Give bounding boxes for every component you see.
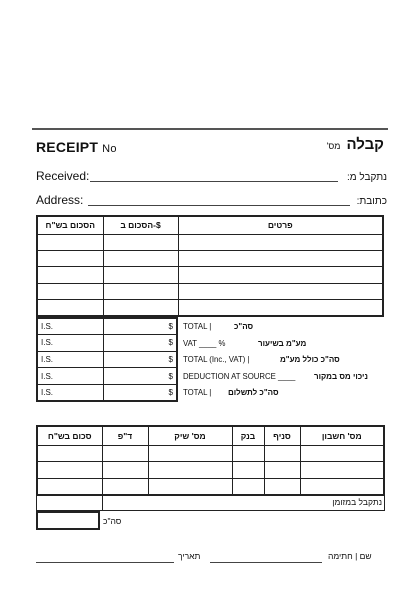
col-amount-usd: הסכום ב-$: [103, 216, 178, 234]
desc-he: ניכוי מס במקור: [314, 371, 368, 381]
summary-currency-usd: $: [103, 335, 177, 352]
summary-descriptions: [180, 319, 388, 402]
cash-received-row: [102, 493, 385, 511]
table-row: [37, 267, 383, 283]
cash-received-label: נתקבל במזומן: [332, 497, 382, 507]
summary-desc-deduction: [180, 369, 388, 386]
summary-row-total-inc-vat: [37, 351, 177, 368]
signature-line[interactable]: [210, 562, 322, 563]
summary-row-vat: [37, 335, 177, 352]
desc-en: DEDUCTION AT SOURCE ____: [183, 371, 296, 381]
summary-currency-usd: $: [103, 384, 177, 401]
col-details: פרטים: [178, 216, 383, 234]
table-row: [37, 445, 384, 462]
desc-en: TOTAL (Inc., VAT) |: [183, 355, 250, 365]
date-label: תאריך: [178, 551, 201, 561]
summary-currency-ils: I.S.: [37, 318, 103, 335]
col-bank: בנק: [232, 426, 264, 445]
desc-en: VAT ____ %: [183, 338, 226, 348]
desc-he: מע"מ בשיעור: [258, 338, 307, 348]
payment-table: [36, 425, 385, 496]
address-label-en: Address:: [36, 193, 84, 207]
summary-desc-total: [180, 319, 388, 336]
desc-he: סה"כ: [234, 322, 254, 331]
summary-currency-ils: I.S.: [37, 368, 103, 385]
desc-he: סה"כ כולל מע"מ: [280, 355, 340, 365]
table-row: [37, 462, 384, 479]
col-account-no: מס' חשבון: [300, 426, 384, 445]
cash-amount-cell[interactable]: [36, 493, 102, 511]
summary-desc-total-inc-vat: [180, 352, 388, 369]
summary-row-total: [37, 318, 177, 335]
payment-total-box[interactable]: [36, 511, 100, 530]
receipt-title-en: [36, 139, 117, 155]
table-row: [37, 234, 383, 250]
table-row: [37, 250, 383, 266]
table-row: [37, 300, 383, 316]
desc-en: TOTAL |: [183, 388, 212, 398]
summary-currency-usd: $: [103, 368, 177, 385]
received-label-en: Received:: [36, 169, 90, 183]
summary-row-deduction: [37, 368, 177, 385]
address-label-he: כתובת:: [356, 196, 387, 207]
summary-desc-payable: [180, 385, 388, 402]
received-label-he: נתקבל מ:: [346, 172, 387, 183]
desc-en: TOTAL |: [183, 322, 212, 331]
top-divider: [32, 128, 388, 130]
summary-currency-ils: I.S.: [37, 335, 103, 352]
receipt-no-en: No: [102, 143, 117, 155]
receipt-no-he: מס': [326, 141, 341, 151]
payment-total-label: סה"כ: [103, 516, 122, 526]
receipt-label-he: קבלה: [346, 136, 384, 153]
receipt-title-he: [327, 136, 384, 153]
col-branch: סניף: [264, 426, 300, 445]
summary-row-payable: [37, 384, 177, 401]
items-table: [36, 215, 384, 317]
col-dp: ד"פ: [102, 426, 148, 445]
summary-currency-ils: I.S.: [37, 351, 103, 368]
received-line[interactable]: [90, 181, 338, 182]
col-check-no: מס' שיק: [148, 426, 232, 445]
desc-he: סה"כ לתשלום: [228, 388, 279, 398]
table-row: [37, 283, 383, 299]
name-signature-label: שם | חתימה: [328, 551, 372, 561]
summary-desc-vat: [180, 336, 388, 353]
summary-currency-usd: $: [103, 318, 177, 335]
address-line[interactable]: [88, 205, 350, 206]
date-line[interactable]: [36, 562, 174, 563]
summary-table: [36, 317, 178, 402]
col-amount-ils: הסכום בש"ח: [37, 216, 103, 234]
summary-currency-ils: I.S.: [37, 384, 103, 401]
col-amount-ils: סכום בש"ח: [37, 426, 102, 445]
receipt-label-en: RECEIPT: [36, 139, 99, 155]
summary-currency-usd: $: [103, 351, 177, 368]
